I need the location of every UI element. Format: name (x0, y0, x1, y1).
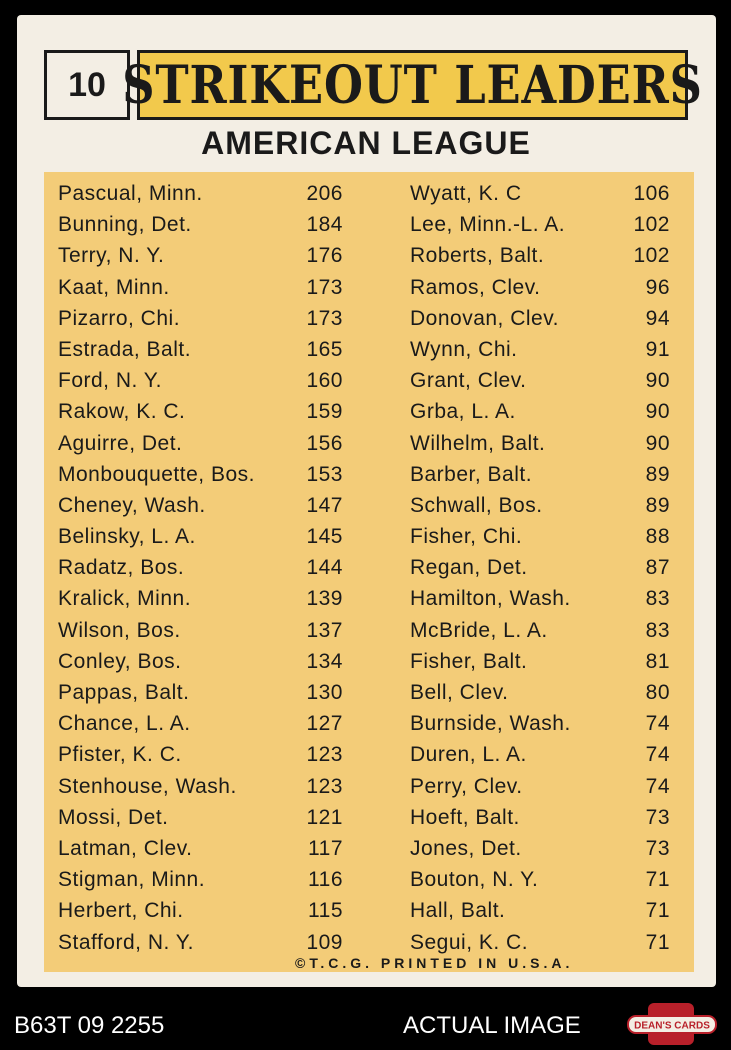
logo-text: DEAN'S CARDS (634, 1020, 710, 1032)
title-banner (122, 50, 703, 120)
left-stat-row (58, 369, 343, 400)
pitcher-name: Jones, Det. (410, 836, 522, 860)
left-stat-row (58, 494, 343, 525)
strikeout-count: 74 (645, 712, 670, 736)
left-stat-row (58, 400, 343, 431)
left-stat-row (58, 338, 343, 369)
right-stat-row (410, 213, 670, 244)
left-stat-row (58, 899, 343, 930)
strikeout-count: 91 (645, 337, 670, 361)
strikeout-count: 74 (645, 774, 670, 798)
pitcher-name: Bell, Clev. (410, 681, 509, 704)
left-stat-row (58, 525, 343, 556)
left-stat-row (58, 650, 343, 681)
left-stat-row (58, 213, 343, 244)
strikeout-count: 89 (645, 462, 670, 486)
right-stat-row (410, 182, 670, 213)
left-stat-row (58, 182, 343, 213)
right-stat-row (410, 775, 670, 806)
right-stat-row (410, 868, 670, 899)
pitcher-name: Radatz, Bos. (58, 556, 185, 580)
right-stat-row (410, 276, 670, 307)
right-stat-row (410, 743, 670, 774)
right-stat-row (410, 432, 670, 463)
pitcher-name: Pappas, Balt. (58, 681, 190, 704)
card-number: 10 (44, 50, 130, 120)
right-stat-row (410, 556, 670, 587)
pitcher-name: Pizarro, Chi. (58, 306, 181, 330)
left-stat-row (58, 556, 343, 587)
strikeout-count: 173 (306, 306, 343, 330)
strikeout-count: 176 (306, 244, 343, 268)
pitcher-name: Fisher, Balt. (410, 649, 528, 673)
pitcher-name: Hoeft, Balt. (410, 805, 520, 829)
pitcher-name: Chance, L. A. (58, 712, 191, 736)
strikeout-count: 80 (645, 681, 670, 704)
pitcher-name: Burnside, Wash. (410, 712, 571, 736)
strikeout-count: 71 (645, 899, 670, 923)
right-stat-row (410, 899, 670, 930)
pitcher-name: Perry, Clev. (410, 774, 523, 798)
pitcher-name: Hall, Balt. (410, 899, 506, 923)
deans-cards-logo (626, 1003, 718, 1045)
strikeout-count: 87 (645, 556, 670, 580)
right-stat-row (410, 650, 670, 681)
left-stat-row (58, 712, 343, 743)
right-stat-row (410, 244, 670, 275)
pitcher-name: Belinsky, L. A. (58, 525, 196, 549)
strikeout-count: 123 (306, 743, 343, 767)
left-stat-row (58, 244, 343, 275)
left-stat-row (58, 743, 343, 774)
pitcher-name: Schwall, Bos. (410, 493, 543, 517)
strikeout-count: 106 (633, 182, 670, 205)
pitcher-name: Cheney, Wash. (58, 493, 206, 517)
pitcher-name: McBride, L. A. (410, 618, 548, 642)
right-stat-row (410, 837, 670, 868)
strikeout-count: 159 (306, 400, 343, 424)
strikeout-count: 147 (306, 493, 343, 517)
right-stat-row (410, 806, 670, 837)
pitcher-name: Pascual, Minn. (58, 182, 203, 205)
strikeout-count: 145 (306, 525, 343, 549)
strikeout-count: 90 (645, 369, 670, 393)
left-stat-row (58, 276, 343, 307)
left-stat-row (58, 307, 343, 338)
copyright-line: ©T.C.G. PRINTED IN U.S.A. (295, 955, 574, 971)
pitcher-name: Kaat, Minn. (58, 275, 170, 299)
pitcher-name: Wilhelm, Balt. (410, 431, 546, 455)
pitcher-name: Grant, Clev. (410, 369, 527, 393)
strikeout-count: 137 (306, 618, 343, 642)
left-stat-row (58, 432, 343, 463)
right-stat-row (410, 712, 670, 743)
strikeout-count: 74 (645, 743, 670, 767)
strikeout-count: 116 (308, 868, 343, 892)
pitcher-name: Bunning, Det. (58, 213, 192, 237)
strikeout-count: 102 (633, 213, 670, 237)
right-stat-row (410, 307, 670, 338)
right-stat-row (410, 369, 670, 400)
left-stat-row (58, 806, 343, 837)
pitcher-name: Wynn, Chi. (410, 337, 518, 361)
pitcher-name: Latman, Clev. (58, 836, 193, 860)
pitcher-name: Ramos, Clev. (410, 275, 541, 299)
pitcher-name: Conley, Bos. (58, 649, 182, 673)
strikeout-count: 144 (306, 556, 343, 580)
right-stat-row (410, 587, 670, 618)
pitcher-name: Herbert, Chi. (58, 899, 184, 923)
left-stat-row (58, 463, 343, 494)
strikeout-count: 89 (645, 493, 670, 517)
pitcher-name: Grba, L. A. (410, 400, 516, 424)
right-stat-row (410, 400, 670, 431)
strikeout-count: 153 (306, 462, 343, 486)
strikeout-count: 83 (645, 618, 670, 642)
strikeout-count: 73 (645, 836, 670, 860)
strikeout-count: 206 (306, 182, 343, 205)
right-stat-row (410, 338, 670, 369)
strikeout-count: 88 (645, 525, 670, 549)
pitcher-name: Estrada, Balt. (58, 337, 192, 361)
actual-image-label: ACTUAL IMAGE (403, 1012, 581, 1039)
strikeout-count: 117 (308, 836, 343, 860)
pitcher-name: Wilson, Bos. (58, 618, 181, 642)
left-stat-column (58, 182, 343, 962)
strikeout-count: 71 (645, 868, 670, 892)
league-heading: AMERICAN LEAGUE (201, 125, 531, 161)
strikeout-count: 130 (306, 681, 343, 704)
left-stat-row (58, 587, 343, 618)
right-stat-row (410, 681, 670, 712)
strikeout-count: 156 (306, 431, 343, 455)
strikeout-count: 109 (306, 930, 343, 954)
pitcher-name: Wyatt, K. C (410, 182, 522, 205)
pitcher-name: Donovan, Clev. (410, 306, 560, 330)
pitcher-name: Regan, Det. (410, 556, 528, 580)
pitcher-name: Mossi, Det. (58, 805, 169, 829)
strikeout-count: 102 (633, 244, 670, 268)
strikeout-count: 121 (306, 805, 343, 829)
pitcher-name: Barber, Balt. (410, 462, 533, 486)
strikeout-count: 127 (306, 712, 343, 736)
strikeout-count: 90 (645, 431, 670, 455)
pitcher-name: Bouton, N. Y. (410, 868, 539, 892)
card-id-label: B63T 09 2255 (14, 1012, 165, 1039)
right-stat-row (410, 525, 670, 556)
pitcher-name: Ford, N. Y. (58, 369, 162, 393)
pitcher-name: Stenhouse, Wash. (58, 774, 237, 798)
strikeout-count: 184 (306, 213, 343, 237)
pitcher-name: Pfister, K. C. (58, 743, 182, 767)
pitcher-name: Hamilton, Wash. (410, 587, 571, 611)
pitcher-name: Stafford, N. Y. (58, 930, 194, 954)
pitcher-name: Terry, N. Y. (58, 244, 165, 268)
pitcher-name: Lee, Minn.-L. A. (410, 213, 566, 237)
pitcher-name: Segui, K. C. (410, 930, 529, 954)
card-title: STRIKEOUT LEADERS (122, 54, 703, 116)
left-stat-row (58, 681, 343, 712)
left-stat-row (58, 868, 343, 899)
pitcher-name: Kralick, Minn. (58, 587, 192, 611)
strikeout-count: 83 (645, 587, 670, 611)
right-stat-row (410, 463, 670, 494)
strikeout-count: 165 (306, 337, 343, 361)
strikeout-count: 160 (306, 369, 343, 393)
left-stat-row (58, 775, 343, 806)
strikeout-count: 173 (306, 275, 343, 299)
left-stat-row (58, 619, 343, 650)
strikeout-count: 123 (306, 774, 343, 798)
pitcher-name: Aguirre, Det. (58, 431, 183, 455)
strikeout-count: 81 (645, 649, 670, 673)
right-stat-row (410, 619, 670, 650)
pitcher-name: Duren, L. A. (410, 743, 527, 767)
strikeout-count: 90 (645, 400, 670, 424)
pitcher-name: Monbouquette, Bos. (58, 462, 255, 486)
right-stat-row (410, 494, 670, 525)
strikeout-count: 96 (645, 275, 670, 299)
left-stat-row (58, 837, 343, 868)
strikeout-count: 73 (645, 805, 670, 829)
strikeout-count: 139 (306, 587, 343, 611)
strikeout-count: 134 (306, 649, 343, 673)
right-stat-column (410, 182, 670, 962)
strikeout-count: 115 (308, 899, 343, 923)
strikeout-count: 71 (645, 930, 670, 954)
pitcher-name: Fisher, Chi. (410, 525, 523, 549)
pitcher-name: Stigman, Minn. (58, 868, 206, 892)
strikeout-count: 94 (645, 306, 670, 330)
pitcher-name: Rakow, K. C. (58, 400, 186, 424)
pitcher-name: Roberts, Balt. (410, 244, 545, 268)
